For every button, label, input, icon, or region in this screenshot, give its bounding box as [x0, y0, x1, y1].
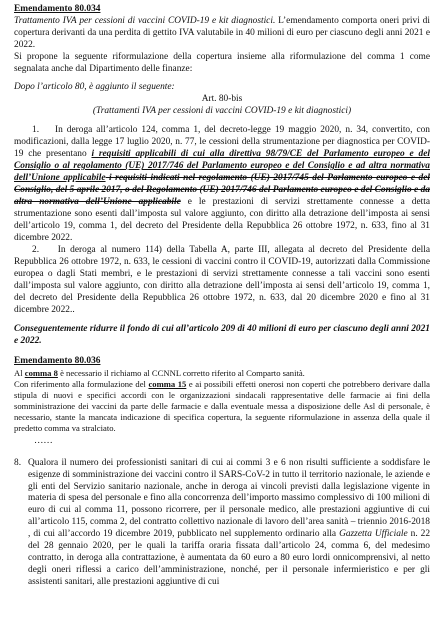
amendment-title-2: Emendamento 80.036 — [14, 356, 101, 367]
after-article-text: Dopo l’articolo 80, è aggiunto il seguente: — [14, 81, 175, 92]
paragraph-8-number: 8. — [14, 457, 22, 468]
paragraph-8-body-2: n. 22 del 28 gennaio 2020, per le quali la tariffa oraria fissata dall’articolo 24, comma 6, del medesimo contratto, in deroga alla contrattazione, è aumentata da 60 euro a 80 euro lordi onnicomprensivi, al netto degli oneri riflessi a carico dell’amministrazione, nonché, per il personale infermieristico e per gli assistenti sanitari, alle prestazioni aggiuntive di cui — [28, 529, 430, 587]
note-prefix: Al — [14, 368, 25, 379]
comma-15-ref: comma 15 — [148, 379, 187, 390]
note-rest: è necessario il richiamo al CCNNL corretto riferito al Comparto sanità. — [57, 368, 305, 379]
article-heading: Art. 80-bis — [201, 93, 243, 104]
comma-1-deleted: i requisiti indicati nel regolamento (UE) 2017/745 del Parlamento europeo e del Consiglio, del 5 aprile 2017, o del Regolamento (UE) 2017/746 del Parlamento europeo e del Consiglio e da altra normativa dell’Unione applicabile — [14, 173, 430, 208]
paragraph-8-text — [28, 458, 430, 589]
comma-1-rest: e le prestazioni di servizi strettamente connesse a detta strumentazione sono esenti dall’imposta sul valore aggiunto, con diritto alla detrazione dell’imposta ai sensi dell’articolo 19, comma 1, del decreto del Presidente della Repubblica 26 ottobre 1972, n. 633, fino al 31 dicembre 2022. — [14, 197, 430, 243]
lead-text: L’emendamento comporta oneri privi di copertura derivanti da una perdita di gettito IVA valutabile in 40 milioni di euro per ciascuno degli anni 2021 e 2022. — [14, 15, 430, 50]
comma-1-intro: 1. In deroga all’articolo 124, comma 1, del decreto-legge 19 maggio 2020, n. 34, convertito, con modificazioni, dalla legge 17 luglio 2020, n. 77, le cessioni della strumentazione per diagnostica per COVID-19 che presentano — [14, 125, 430, 160]
amendment-lead — [14, 16, 430, 52]
lead-subject: Trattamento IVA per cessioni di vaccini COVID-19 e kit diagnostici. — [14, 15, 276, 26]
comma-8-ref: comma 8 — [24, 368, 58, 379]
paragraph-8-body: Qualora il numero dei professionisti sanitari di cui ai commi 3 e 6 non risulti sufficiente a soddisfare le esigenze di somministrazione dei vaccini contro il SARS-CoV-2 in tutto il territorio nazionale, le aziende e gli enti del Servizio sanitario nazionale, anche in deroga ai vincoli previsti dalla legislazione vigente in materia di spesa del personale e fino alla concorrenza dell’importo massimo complessivo di 100 milioni di euro di cui al comma 11, possono ricorrere, per il personale medico, alle prestazioni aggiuntive di cui all’articolo 115, comma 2, del contratto collettivo nazionale di lavoro dell’area sanità – triennio 2016-2018 , di cui all’accordo 19 dicembre 2019, pubblicato nel supplemento ordinario alla — [28, 457, 430, 540]
comma-15-note — [14, 379, 430, 434]
article-comma-2: 2. In deroga al numero 114) della Tabella A, parte III, allegata al decreto del Presidente della Repubblica 26 ottobre 1972, n. 633, le cessioni di vaccini contro il COVID-19, autorizzati dalla Commissione europea o dagli Stati membri, e le prestazioni di servizi strettamente connesse a tali vaccini sono esenti dall’imposta sul valore aggiunto, con diritto alla detrazione dell’imposta ai sensi dell’articolo 19, comma 1, del decreto del Presidente della Repubblica 26 ottobre 1972, n. 633, dal 20 dicembre 2020 e fino al 31 dicembre 2022.. — [14, 244, 430, 315]
paragraph-8 — [14, 458, 430, 589]
note2-rest: e ai possibili effetti onerosi non coperti che potrebbero derivare dalla stipula di nuovi e specifici accordi con le organizzazioni sindacali rappresentative delle farmacie ai fini della somministrazione dei vaccini da parte delle farmacie e dalla eventuale messa a disposizione delle Asl di personale, è necessario, stante la mancata indicazione di specifica copertura, la seguente riformulazione in assenza della quale il predetto comma va stralciato. — [14, 379, 430, 433]
article-comma-1 — [14, 125, 430, 244]
amendment-title: Emendamento 80.034 — [14, 4, 101, 14]
note2-prefix: Con riferimento alla formulazione del — [14, 379, 149, 390]
propose-text: Si propone la seguente riformulazione della copertura insieme alla riformulazione del comma 1 come segnalata anche dal Dipartimento delle finanze: — [14, 51, 430, 74]
conclusion-text: Conseguentemente ridurre il fondo di cui all’articolo 209 di 40 milioni di euro per ciascuno degli anni 2021 e 2022. — [14, 324, 430, 347]
article-subtitle: (Trattamenti IVA per cessioni di vaccini COVID-19 e kit diagnostici) — [92, 105, 352, 116]
ellipsis: …… — [34, 435, 53, 446]
comma-1-inserted: i requisiti applicabili di cui alla direttiva 98/79/CE del Parlamento europeo e del Consiglio o al regolamento (UE) 2017/746 del Parlamento europeo e del Consiglio e ad altra normativa dell’Unione applicabile — [14, 149, 430, 184]
gazzetta-ref: Gazzetta Ufficiale — [339, 529, 408, 540]
comma-8-note — [14, 368, 430, 379]
